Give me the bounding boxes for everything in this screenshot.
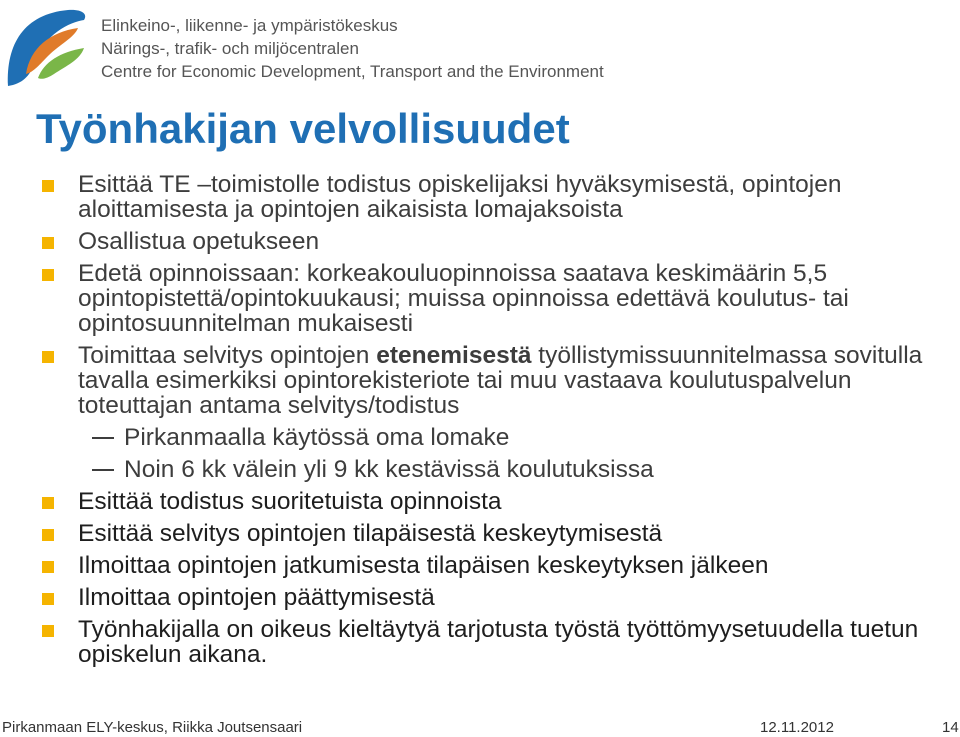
footer-author: Pirkanmaan ELY-keskus, Riikka Joutsensaari xyxy=(2,719,303,736)
organization-name xyxy=(101,14,604,83)
page-number: 14 xyxy=(942,719,959,736)
bullet-item xyxy=(42,521,942,546)
bullet-item xyxy=(42,261,942,336)
bullet-text-start: Toimittaa selvitys opintojen xyxy=(78,342,377,369)
sub-bullet-text: Noin 6 kk välein yli 9 kk kestävissä koulutuksissa xyxy=(124,456,654,483)
bullet-icon xyxy=(42,180,54,192)
bullet-item xyxy=(42,585,942,610)
org-line-sv: Närings-, trafik- och miljöcentralen xyxy=(101,39,359,58)
bullet-icon xyxy=(42,593,54,605)
bullet-icon xyxy=(42,237,54,249)
bullet-item xyxy=(42,172,942,222)
bullet-text: Ilmoittaa opintojen päättymisestä xyxy=(78,584,435,611)
bullet-text: Edetä opinnoissaan: korkeakouluopinnoissa saatava keskimäärin 5,5 opintopistettä/opintokuukausi; muissa opinnoissa edettävä koulutus- tai opintosuunnitelman mukaisesti xyxy=(78,260,849,337)
bullet-item xyxy=(42,553,942,578)
bullet-text: Osallistua opetukseen xyxy=(78,228,320,255)
slide-title: Työnhakijan velvollisuudet xyxy=(36,105,570,152)
dash-icon xyxy=(92,437,114,439)
bullet-item xyxy=(42,617,942,667)
bullet-icon xyxy=(42,269,54,281)
bullet-list xyxy=(42,172,942,674)
footer-date: 12.11.2012 xyxy=(760,719,834,736)
bullet-icon xyxy=(42,351,54,363)
bullet-icon xyxy=(42,529,54,541)
bullet-icon xyxy=(42,625,54,637)
org-line-en: Centre for Economic Development, Transport and the Environment xyxy=(101,62,604,81)
bullet-text: Esittää TE –toimistolle todistus opiskelijaksi hyväksymisestä, opintojen aloittamisesta ja opintojen aikaisista lomajaksoista xyxy=(78,171,842,223)
bullet-text: Työnhakijalla on oikeus kieltäytyä tarjotusta työstä työttömyysetuudella tuetun opiskelun aikana. xyxy=(78,616,919,668)
bullet-icon xyxy=(42,497,54,509)
org-line-fi: Elinkeino-, liikenne- ja ympäristökeskus xyxy=(101,16,398,35)
sub-bullet-item xyxy=(42,457,942,482)
bullet-item xyxy=(42,489,942,514)
bullet-icon xyxy=(42,561,54,573)
ely-logo xyxy=(4,4,90,90)
bullet-item xyxy=(42,229,942,254)
sub-bullet-text: Pirkanmaalla käytössä oma lomake xyxy=(124,424,510,451)
bullet-text: Esittää todistus suoritetuista opinnoista xyxy=(78,488,502,515)
dash-icon xyxy=(92,469,114,471)
bullet-text-end: työllistymissuunnitelmassa sovitulla tavalla esimerkiksi opintorekisteriote tai muu vastaava koulutuspalvelun toteuttajan antama selvitys/todistus xyxy=(78,342,923,419)
bullet-text: Esittää selvitys opintojen tilapäisestä keskeytymisestä xyxy=(78,520,663,547)
bullet-text-bold: etenemisestä xyxy=(376,342,532,369)
sub-bullet-item xyxy=(42,425,942,450)
bullet-text: Ilmoittaa opintojen jatkumisesta tilapäisen keskeytyksen jälkeen xyxy=(78,552,769,579)
bullet-item xyxy=(42,343,942,418)
